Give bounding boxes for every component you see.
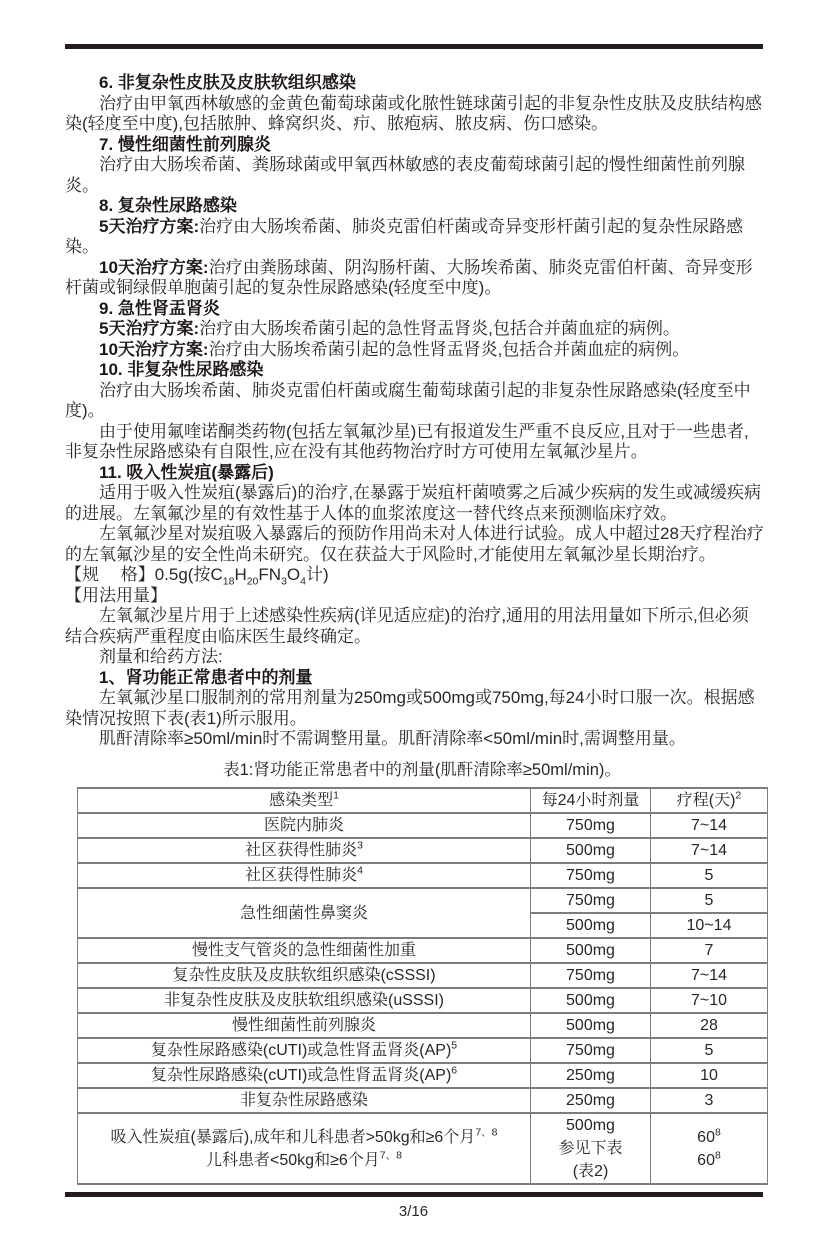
table-cell <box>531 1013 651 1038</box>
table-cell <box>651 963 768 988</box>
text-segment: 750mg <box>566 1042 615 1059</box>
table-cell <box>78 938 531 963</box>
superscript: 3 <box>357 839 363 852</box>
cell-line <box>654 964 764 987</box>
text-segment: 8. 复杂性尿路感染 <box>99 196 237 215</box>
cell-line <box>654 914 764 937</box>
section-heading <box>65 135 764 156</box>
superscript: 2 <box>735 789 742 802</box>
subscript: 4 <box>300 575 306 588</box>
text-segment: 每24小时剂量 <box>541 792 640 809</box>
table-cell <box>78 888 531 938</box>
table-row <box>78 1038 768 1063</box>
cell-line <box>81 1126 527 1149</box>
text-segment: 11. 吸入性炭疽(暴露后) <box>99 462 274 482</box>
table-cell <box>531 913 651 938</box>
table-cell <box>651 813 768 838</box>
text-segment: H <box>234 565 247 584</box>
text-segment: 非复杂性尿路感染 <box>239 1092 368 1109</box>
text-segment: 社区获得性肺炎 <box>245 867 358 884</box>
text-segment: FN <box>258 565 282 584</box>
cell-line <box>534 964 647 987</box>
subscript: 20 <box>246 575 259 588</box>
cell-line <box>81 1014 527 1037</box>
text-segment: 参见下表 <box>558 1140 623 1157</box>
page-number: 3/16 <box>398 1203 429 1220</box>
text-segment: 500mg <box>566 942 615 959</box>
text-segment: 左氧氟沙星口服制剂的常用剂量为250mg或500mg或750mg,每24小时口服一次。根据感染情况按照下表(表1)所示服用。 <box>65 688 755 728</box>
section-heading <box>65 668 764 689</box>
table-cell <box>651 1063 768 1088</box>
table-cell <box>651 888 768 913</box>
table-row <box>78 1088 768 1113</box>
cell-line <box>654 889 764 912</box>
text-segment: 250mg <box>566 1067 615 1084</box>
table-cell <box>78 1013 531 1038</box>
table-cell <box>78 1113 531 1184</box>
cell-line <box>534 814 647 837</box>
table-row <box>78 838 768 863</box>
paragraph <box>65 319 764 340</box>
table-row <box>78 888 768 913</box>
bold-lead-in: 10天治疗方案: <box>99 339 209 359</box>
text-segment: 6. 非复杂性皮肤及皮肤软组织感染 <box>99 73 356 92</box>
text-segment: 1、肾功能正常患者中的剂量 <box>99 667 313 687</box>
spec-label <box>65 586 764 607</box>
cell-line <box>534 1039 647 1062</box>
cell-line <box>534 1014 647 1037</box>
table-cell <box>651 1038 768 1063</box>
table-cell <box>651 1113 768 1184</box>
table-header-cell <box>78 788 531 813</box>
text-segment: 剂量和给药方法: <box>99 647 223 666</box>
table-row <box>78 813 768 838</box>
cell-line <box>81 839 527 862</box>
superscript: 8 <box>714 1126 721 1139</box>
text-segment: 750mg <box>566 892 615 909</box>
text-segment: 500mg <box>566 1117 615 1134</box>
cell-line <box>534 1064 647 1087</box>
table-cell <box>78 988 531 1013</box>
text-segment: 7 <box>704 942 714 959</box>
superscript: 6 <box>451 1064 458 1077</box>
section-heading <box>65 299 764 320</box>
cell-line <box>654 1089 764 1112</box>
table-row <box>78 1063 768 1088</box>
subscript: 18 <box>222 575 235 588</box>
table-cell <box>531 888 651 913</box>
cell-line <box>534 1160 647 1183</box>
superscript: 8 <box>714 1149 721 1162</box>
table-cell <box>651 988 768 1013</box>
text-segment: 非复杂性皮肤及皮肤软组织感染(uSSSI) <box>163 992 445 1009</box>
paragraph <box>65 381 764 422</box>
text-segment: 9. 急性肾盂肾炎 <box>99 298 220 318</box>
table-cell <box>651 1088 768 1113</box>
text-segment: 250mg <box>566 1092 615 1109</box>
text-segment: 500mg <box>566 842 615 859</box>
table-row <box>78 988 768 1013</box>
text-segment: 医院内肺炎 <box>263 817 344 834</box>
text-segment: 复杂性尿路感染(cUTI)或急性肾盂肾炎(AP) <box>150 1042 452 1059</box>
text-segment: 750mg <box>566 867 615 884</box>
text-segment: 3 <box>704 1092 714 1109</box>
spec-label <box>65 565 764 586</box>
table-row <box>78 1013 768 1038</box>
table-cell <box>651 838 768 863</box>
cell-line <box>654 1149 764 1172</box>
text-segment: 吸入性炭疽(暴露后),成年和儿科患者>50kg和≥6个月 <box>110 1128 476 1146</box>
text-segment: 治疗由大肠埃希菌、肺炎克雷伯杆菌或腐生葡萄球菌引起的非复杂性尿路感染(轻度至中度)。 <box>65 380 751 420</box>
section-heading <box>65 196 764 217</box>
text-segment: 【用法用量】 <box>65 585 167 605</box>
text-segment: 7. 慢性细菌性前列腺炎 <box>99 134 271 154</box>
cell-line <box>534 789 647 812</box>
text-segment: 由于使用氟喹诺酮类药物(包括左氧氟沙星)已有报道发生严重不良反应,且对于一些患者,非复杂性尿路感染有自限性,应在没有其他药物治疗时方可使用左氧氟沙星片。 <box>65 421 749 461</box>
table-header-row <box>78 788 768 813</box>
bottom-rule <box>65 1192 763 1197</box>
paragraph <box>65 688 764 729</box>
text-segment: 治疗由粪肠球菌、阴沟肠杆菌、大肠埃希菌、肺炎克雷伯杆菌、奇异变形杆菌或铜绿假单胞菌引起的复杂性尿路感染(轻度至中度)。 <box>65 257 753 297</box>
cell-line <box>534 839 647 862</box>
text-segment: 500mg <box>566 992 615 1009</box>
text-segment: 急性细菌性鼻窦炎 <box>239 904 368 922</box>
table-cell <box>531 1088 651 1113</box>
cell-line <box>81 864 527 887</box>
text-segment: 慢性细菌性前列腺炎 <box>231 1017 376 1034</box>
text-segment: 5 <box>704 892 714 909</box>
cell-line <box>534 889 647 912</box>
cell-line <box>81 1064 527 1087</box>
text-segment: 计) <box>306 565 329 584</box>
text-segment: 60 <box>697 1151 715 1169</box>
table-cell <box>78 1063 531 1088</box>
table-cell <box>531 1113 651 1184</box>
text-segment: 疗程(天) <box>676 792 736 809</box>
table-cell <box>651 938 768 963</box>
table1-title: 表1:肾功能正常患者中的剂量(肌酐清除率≥50ml/min)。 <box>223 761 621 779</box>
cell-line <box>81 1039 527 1062</box>
text-segment: 5 <box>704 1042 714 1059</box>
paragraph <box>65 729 764 750</box>
table-cell <box>531 963 651 988</box>
paragraph <box>65 340 764 361</box>
superscript: 1 <box>333 789 339 802</box>
section-heading <box>65 73 764 94</box>
table-cell <box>531 1063 651 1088</box>
text-segment: 28 <box>700 1017 718 1034</box>
paragraph <box>65 422 764 463</box>
text-segment: 治疗由大肠埃希菌引起的急性肾盂肾炎,包括合并菌血症的病例。 <box>199 319 680 338</box>
text-segment: 10. 非复杂性尿路感染 <box>99 360 264 379</box>
table-cell <box>531 938 651 963</box>
text-segment: 治疗由甲氧西林敏感的金黄色葡萄球菌或化脓性链球菌引起的非复杂性皮肤及皮肤结构感染(轻度至中度),包括脓肿、蜂窝织炎、疖、脓疱病、脓皮病、伤口感染。 <box>65 93 762 133</box>
section-heading <box>65 463 764 484</box>
text-segment: 肌酐清除率≥50ml/min时不需调整用量。肌酐清除率<50ml/min时,需调整用量。 <box>99 729 686 748</box>
table-cell <box>78 838 531 863</box>
table-row <box>78 863 768 888</box>
table1-section <box>65 750 764 1185</box>
cell-line <box>654 864 764 887</box>
text-segment: 慢性支气管炎的急性细菌性加重 <box>191 942 416 959</box>
bold-lead-in: 10天治疗方案: <box>99 257 209 277</box>
text-segment: 适用于吸入性炭疽(暴露后)的治疗,在暴露于炭疽杆菌喷雾之后减少疾病的发生或减缓疾病的进展。左氧氟沙星的有效性基于人体的血浆浓度这一替代终点来预测临床疗效。 <box>65 483 762 523</box>
cell-line <box>81 814 527 837</box>
top-rule <box>65 44 763 49</box>
cell-line <box>654 839 764 862</box>
text-segment: 治疗由大肠埃希菌、肺炎克雷伯杆菌或奇异变形杆菌引起的复杂性尿路感染。 <box>65 216 744 256</box>
paragraph <box>65 217 764 258</box>
table-cell <box>531 838 651 863</box>
text-segment: 7~14 <box>690 967 728 984</box>
text-segment: 复杂性尿路感染(cUTI)或急性肾盂肾炎(AP) <box>150 1067 452 1084</box>
text-segment: 儿科患者<50kg和≥6个月 <box>206 1151 380 1169</box>
paragraph <box>65 647 764 668</box>
paragraph <box>65 258 764 299</box>
text-segment: 7~14 <box>690 842 728 859</box>
cell-line <box>534 1114 647 1137</box>
table1-dosage-table <box>77 787 768 1185</box>
table-cell <box>531 1038 651 1063</box>
table-cell <box>78 863 531 888</box>
cell-line <box>654 789 764 812</box>
cell-line <box>534 989 647 1012</box>
cell-line <box>534 1089 647 1112</box>
cell-line <box>81 902 527 925</box>
bold-lead-in: 5天治疗方案: <box>99 216 200 236</box>
cell-line <box>534 939 647 962</box>
text-segment: 社区获得性肺炎 <box>245 842 358 859</box>
cell-line <box>81 964 527 987</box>
subscript: 3 <box>281 575 287 588</box>
cell-line <box>534 864 647 887</box>
paragraph <box>65 606 764 647</box>
text-segment: 500mg <box>566 1017 615 1034</box>
superscript: 7、8 <box>475 1126 498 1139</box>
table-cell <box>651 1013 768 1038</box>
table-cell <box>651 863 768 888</box>
text-segment: 750mg <box>566 967 615 984</box>
section-heading <box>65 360 764 381</box>
text-segment: 60 <box>697 1128 715 1146</box>
text-segment: 500mg <box>566 917 615 934</box>
cell-line <box>81 989 527 1012</box>
table-cell <box>651 913 768 938</box>
cell-line <box>81 789 527 812</box>
text-segment: 治疗由大肠埃希菌、粪肠球菌或甲氧西林敏感的表皮葡萄球菌引起的慢性细菌性前列腺炎。 <box>65 155 745 195</box>
text-segment: 【规 格】0.5g(按C <box>65 565 223 584</box>
text-segment: 10 <box>700 1067 718 1084</box>
text-segment: 复杂性皮肤及皮肤软组织感染(cSSSI) <box>172 967 436 984</box>
cell-line <box>81 1149 527 1172</box>
paragraph <box>65 155 764 196</box>
table-header-cell <box>531 788 651 813</box>
text-segment: 5 <box>704 867 714 884</box>
text-segment: O <box>286 565 301 584</box>
superscript: 4 <box>357 864 363 877</box>
paragraph <box>65 483 764 524</box>
cell-line <box>654 989 764 1012</box>
text-segment: 左氧氟沙星对炭疽吸入暴露后的预防作用尚未对人体进行试验。成人中超过28天疗程治疗的左氧氟沙星的安全性尚未研究。仅在获益大于风险时,才能使用左氧氟沙星长期治疗。 <box>65 524 764 564</box>
cell-line <box>654 814 764 837</box>
cell-line <box>81 939 527 962</box>
table-row <box>78 938 768 963</box>
table-cell <box>531 813 651 838</box>
cell-line <box>654 1126 764 1149</box>
document-content <box>65 73 764 750</box>
bold-lead-in: 5天治疗方案: <box>99 319 200 338</box>
table-cell <box>531 988 651 1013</box>
text-segment: 7~14 <box>690 817 728 834</box>
table-header-cell <box>651 788 768 813</box>
cell-line <box>654 1039 764 1062</box>
table-cell <box>531 863 651 888</box>
table-cell <box>78 813 531 838</box>
cell-line <box>534 1137 647 1160</box>
cell-line <box>654 1064 764 1087</box>
superscript: 5 <box>451 1039 458 1052</box>
table1-body <box>78 813 768 1184</box>
text-segment: 750mg <box>566 817 615 834</box>
cell-line <box>654 1014 764 1037</box>
text-segment: (表2) <box>572 1163 609 1180</box>
text-segment: 10~14 <box>686 917 732 934</box>
table1-header <box>78 788 768 813</box>
cell-line <box>534 914 647 937</box>
table-cell <box>78 1088 531 1113</box>
table-row <box>78 1113 768 1184</box>
paragraph <box>65 524 764 565</box>
table-row <box>78 963 768 988</box>
table-cell <box>78 963 531 988</box>
text-segment: 治疗由大肠埃希菌引起的急性肾盂肾炎,包括合并菌血症的病例。 <box>208 339 690 359</box>
text-segment: 左氧氟沙星片用于上述感染性疾病(详见适应症)的治疗,通用的用法用量如下所示,但必须结合疾病严重程度由临床医生最终确定。 <box>65 606 749 646</box>
table-cell <box>78 1038 531 1063</box>
text-segment: 7~10 <box>690 992 728 1009</box>
text-segment: 感染类型 <box>269 792 334 809</box>
cell-line <box>654 939 764 962</box>
superscript: 7、8 <box>379 1149 402 1162</box>
paragraph <box>65 94 764 135</box>
cell-line <box>81 1089 527 1112</box>
